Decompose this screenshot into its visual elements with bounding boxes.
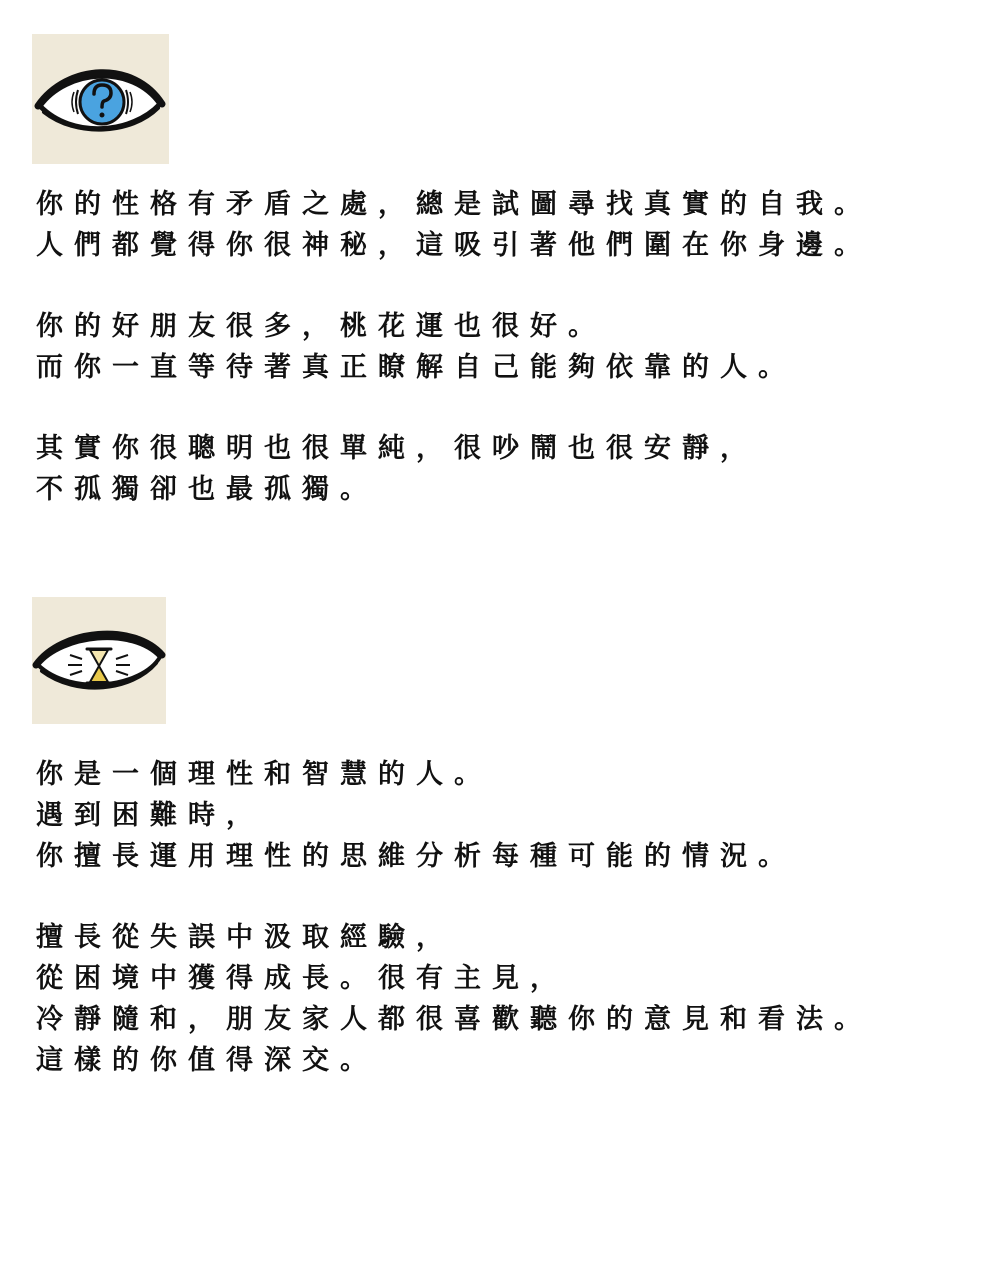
- text-line: 而你一直等待著真正瞭解自己能夠依靠的人。: [36, 352, 796, 383]
- text-line: 遇到困難時，: [36, 800, 264, 831]
- eye-question-mark-icon: [32, 34, 169, 164]
- text-line: 你的性格有矛盾之處，總是試圖尋找真實的自我。: [36, 189, 872, 220]
- text-line: 從困境中獲得成長。很有主見，: [36, 963, 568, 994]
- section-1-text: [36, 184, 976, 510]
- text-line: 擅長從失誤中汲取經驗，: [36, 922, 454, 953]
- text-line: 你擅長運用理性的思維分析每種可能的情況。: [36, 841, 796, 872]
- text-line: 不孤獨卻也最孤獨。: [36, 474, 378, 505]
- text-line: 冷靜隨和，朋友家人都很喜歡聽你的意見和看法。: [36, 1004, 872, 1035]
- eye-hourglass-icon: [32, 597, 166, 724]
- text-line: 其實你很聰明也很單純，很吵鬧也很安靜，: [36, 433, 758, 464]
- text-line: 你的好朋友很多，桃花運也很好。: [36, 311, 606, 342]
- text-line: 人們都覺得你很神秘，這吸引著他們圍在你身邊。: [36, 230, 872, 261]
- text-line: 這樣的你值得深交。: [36, 1045, 378, 1076]
- text-line: 你是一個理性和智慧的人。: [36, 759, 492, 790]
- section-2-text: [36, 754, 976, 1081]
